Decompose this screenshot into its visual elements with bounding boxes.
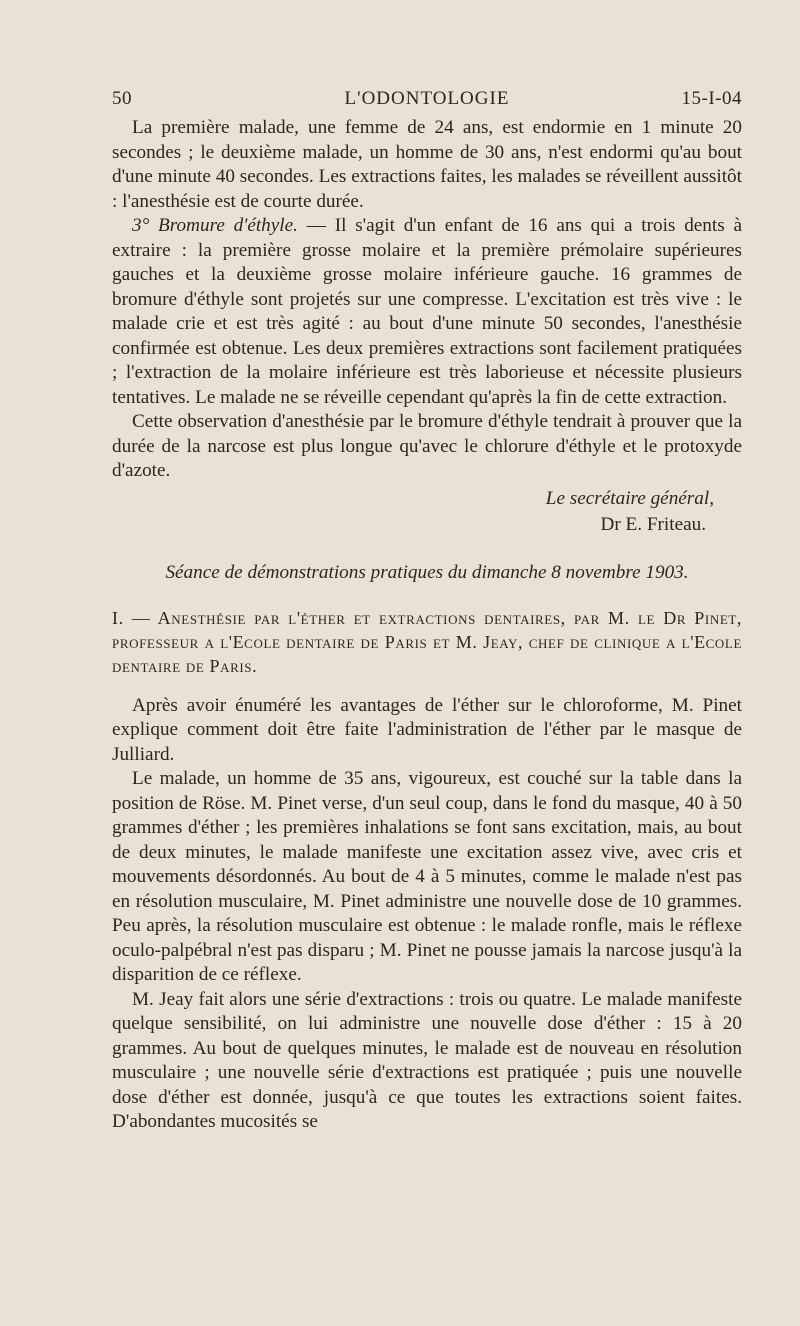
demonstration-body: [112, 694, 742, 1135]
subsection-label: 3° Bromure d'éthyle.: [132, 215, 298, 236]
paragraph-ethyl-bromide: [112, 214, 742, 410]
signature-block: [112, 486, 742, 538]
report-body: [112, 116, 742, 484]
journal-title: L'ODONTOLOGIE: [344, 88, 510, 109]
page-number: 50: [112, 88, 132, 109]
signature-name: Dr E. Friteau.: [600, 513, 706, 535]
paragraph-extractions: M. Jeay fait alors une série d'extractions : trois ou quatre. Le malade manifeste quelque sensibilité, on lui administre une nouvelle dose d'éther : 15 à 20 grammes. Au bout de quelques minutes, le malade est de nouveau en résolution musculaire ; une nouvelle série d'extractions est pratiquée ; puis une nouvelle dose d'éther est donnée, jusqu'à ce que toutes les extractions soient faites. D'abondantes mucosités se: [112, 988, 742, 1132]
subsection-text: — Il s'agit d'un enfant de 16 ans qui a trois dents à extraire : la première grosse molaire et la première prémolaire supérieures gauches et la deuxième grosse molaire inférieure gauche. 16 grammes de bromure d'éthyle sont projetés sur une compresse. L'excitation est très vive : le malade crie et est très agité : au bout d'une minute 50 secondes, l'anesthésie confirmée est obtenue. Les deux premières extractions sont facilement pratiquées ; l'extraction de la molaire inférieure est très laborieuse et nécessite plusieurs tentatives. Le malade ne se réveille cependant qu'après la fin de cette extraction.: [112, 215, 742, 408]
running-header: [112, 88, 742, 116]
paragraph-first-patients: La première malade, une femme de 24 ans, est endormie en 1 minute 20 secondes ; le deuxième malade, un homme de 30 ans, n'est endormi qu'au bout d'une minute 40 secondes. Les extractions faites, les malades se réveillent aussitôt : l'anesthésie est de courte durée.: [112, 117, 742, 212]
paragraph-observation: Cette observation d'anesthésie par le bromure d'éthyle tendrait à prouver que la durée de la narcose est plus longue qu'avec le chlorure d'éthyle et le protoxyde d'azote.: [112, 411, 742, 481]
paragraph-ether-intro: Après avoir énuméré les avantages de l'éther sur le chloroforme, M. Pinet explique comment doit être faite l'administration de l'éther par le masque de Julliard.: [112, 694, 742, 765]
session-title: Séance de démonstrations pratiques du dimanche 8 novembre 1903.: [165, 561, 689, 583]
issue-date: 15-I-04: [681, 88, 742, 109]
section-heading: I. — Anesthésie par l'éther et extractions dentaires, par M. le Dr Pinet, professeur a l'Ecole dentaire de Paris et M. Jeay, chef de clinique a l'Ecole dentaire de Paris.: [112, 607, 742, 676]
paragraph-patient-procedure: Le malade, un homme de 35 ans, vigoureux, est couché sur la table dans la position de Röse. M. Pinet verse, d'un seul coup, dans le fond du masque, 40 à 50 grammes d'éther ; les premières inhalations se font sans excitation, mais, au bout de deux minutes, le malade manifeste une excitation assez vive, avec cris et mouvements désordonnés. Au bout de 4 à 5 minutes, comme le malade n'est pas en résolution musculaire, M. Pinet administre une nouvelle dose de 10 grammes. Peu après, la résolution musculaire est obtenue : le malade ronfle, mais le réflexe oculo-palpébral n'est pas disparu ; M. Pinet ne pousse jamais la narcose jusqu'à la disparition de ce réflexe.: [112, 768, 742, 985]
signature-role: Le secrétaire général,: [545, 487, 714, 509]
